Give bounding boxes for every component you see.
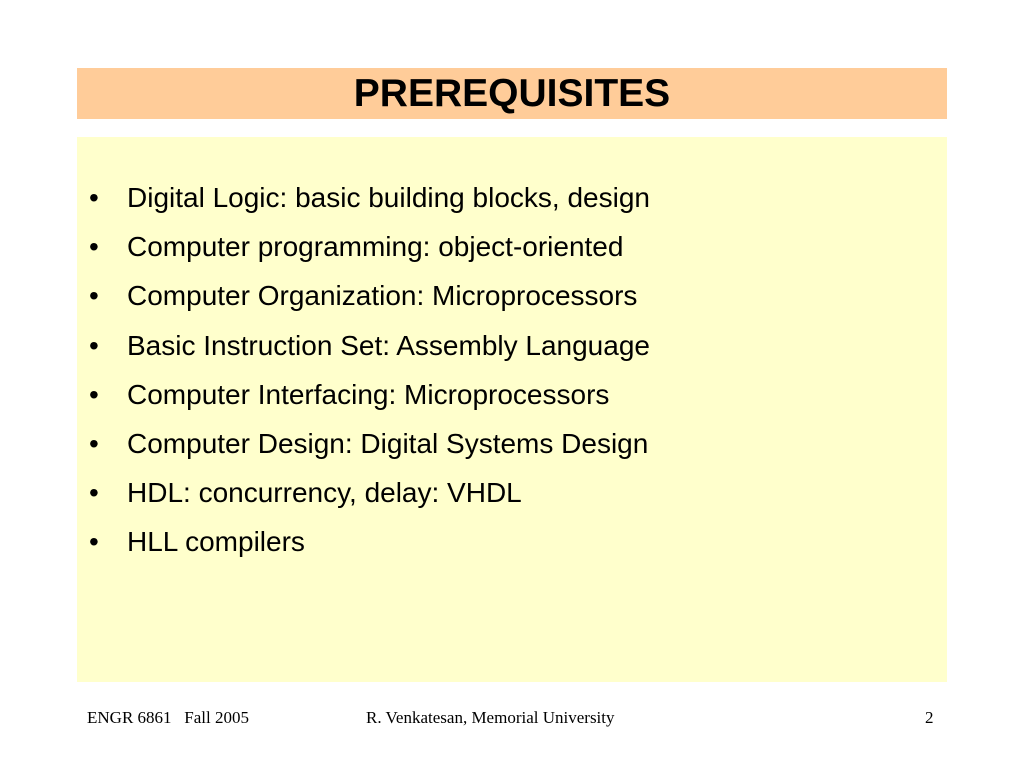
list-item bbox=[87, 231, 650, 280]
footer-course: ENGR 6861 Fall 2005 bbox=[87, 708, 249, 727]
list-item bbox=[87, 182, 650, 231]
bullet-icon: • bbox=[89, 280, 99, 312]
bullet-text: Computer Interfacing: Microprocessors bbox=[127, 378, 610, 410]
footer-author: R. Venkatesan, Memorial University bbox=[366, 708, 615, 727]
bullet-text: Computer Design: Digital Systems Design bbox=[127, 427, 649, 459]
bullet-text: HDL: concurrency, delay: VHDL bbox=[127, 477, 522, 509]
list-item bbox=[87, 526, 650, 575]
list-item bbox=[87, 379, 650, 428]
bullet-icon: • bbox=[89, 182, 99, 213]
bullet-text: HLL compilers bbox=[127, 526, 305, 558]
content-box bbox=[77, 137, 947, 682]
bullet-text: Basic Instruction Set: Assembly Language bbox=[127, 329, 650, 361]
bullet-icon: • bbox=[89, 526, 99, 558]
bullet-text: Computer Organization: Microprocessors bbox=[127, 280, 638, 312]
bullet-icon: • bbox=[89, 378, 99, 410]
list-item bbox=[87, 477, 650, 526]
title-bar bbox=[77, 68, 947, 119]
bullet-icon: • bbox=[89, 477, 99, 509]
slide-title: PREREQUISITES bbox=[353, 71, 671, 115]
bullet-text: Computer programming: object-oriented bbox=[127, 231, 624, 263]
page-number: 2 bbox=[925, 708, 934, 727]
bullet-icon: • bbox=[89, 427, 99, 459]
list-item bbox=[87, 280, 650, 329]
bullet-icon: • bbox=[89, 231, 99, 263]
bullet-text: Digital Logic: basic building blocks, design bbox=[127, 182, 650, 213]
bullet-list bbox=[87, 182, 650, 576]
list-item bbox=[87, 428, 650, 477]
bullet-icon: • bbox=[89, 329, 99, 361]
list-item bbox=[87, 330, 650, 379]
